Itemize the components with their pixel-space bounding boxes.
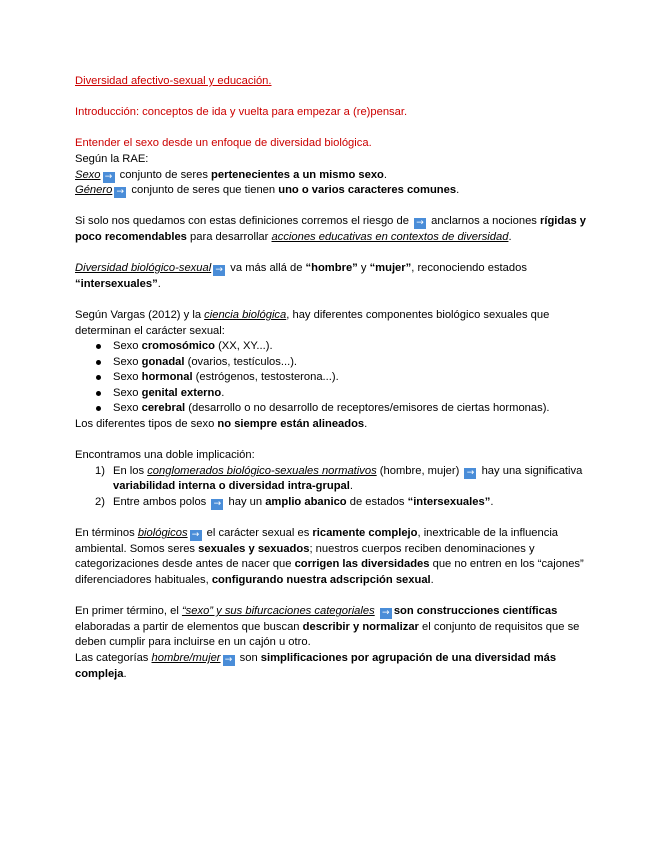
- paragraph-double-implication: Encontramos una doble implicación:: [75, 449, 255, 462]
- sex-components-list: [75, 339, 595, 417]
- definition-genero: Género → conjunto de seres que tienen uno o varios caracteres comunes.: [75, 184, 460, 198]
- paragraph-definitions-risk: Si solo nos quedamos con estas definiciones corremos el riesgo de → anclarnos a nociones rígidas y poco recomendables para desarrollar acciones educativas en contextos de diversidad.: [75, 215, 587, 243]
- paragraph-diversidad-biologico-sexual: Diversidad biológico-sexual → va más allá de “hombre” y “mujer”, reconociendo estados “intersexuales”.: [75, 262, 527, 290]
- arrow-icon: →: [211, 499, 223, 510]
- arrow-icon: →: [380, 608, 392, 619]
- term-ciencia-biologica: ciencia biológica: [204, 308, 287, 321]
- term-biologicos: biológicos: [137, 527, 188, 540]
- link-acciones-educativas: acciones educativas en contextos de diversidad: [271, 230, 509, 243]
- arrow-icon: →: [414, 218, 426, 229]
- definition-text: conjunto de seres: [116, 168, 212, 181]
- list-item: 2) Entre ambos polos → hay un amplio abanico de estados “intersexuales”.: [95, 496, 494, 510]
- term-sexo: Sexo: [75, 168, 101, 181]
- paragraph-vargas: Según Vargas (2012) y la ciencia biológica, hay diferentes componentes biológico sexuales que determinan el carácter sexual:: [75, 308, 550, 337]
- document-title: Diversidad afectivo-sexual y educación.: [75, 75, 272, 87]
- paragraph-construcciones: En primer término, el “sexo” y sus bifurcaciones categoriales → son construcciones científicas elaboradas a partir de elementos que buscan describir y normalizar el conjunto de requisitos que se deben cumplir para incluirse en un cajón u otro.: [75, 605, 580, 649]
- implication-list: [75, 464, 595, 511]
- list-item: Sexo genital externo.: [75, 386, 595, 402]
- term-conglomerados: conglomerados biológico-sexuales normativos: [147, 464, 377, 477]
- definition-sexo: Sexo → conjunto de seres pertenecientes a un mismo sexo.: [75, 168, 387, 182]
- section-heading: Entender el sexo desde un enfoque de diversidad biológica.: [75, 137, 372, 150]
- paragraph-terminos-biologicos: En términos biológicos → el carácter sexual es ricamente complejo, inextricable de la influencia ambiental. Somos seres sexuales y sexuados; nuestros cuerpos reciben denominaciones y categorizaciones desde antes de nacer que corrigen las diversidades que no entren en los “cajones” diferenciadores habituales, configurando nuestra adscripción sexual.: [75, 527, 584, 586]
- list-item: Sexo hormonal (estrógenos, testosterona...).: [75, 370, 595, 386]
- definition-emphasis: pertenecientes a un mismo sexo: [211, 168, 384, 181]
- arrow-icon: →: [464, 468, 476, 479]
- term-genero: Género: [75, 184, 113, 197]
- list-item: Sexo gonadal (ovarios, testículos...).: [75, 355, 595, 371]
- term-diversidad-biologico-sexual: Diversidad biológico-sexual: [75, 262, 212, 275]
- term-hombre-mujer: hombre/mujer: [151, 651, 221, 664]
- term-sexo-bifurcaciones: “sexo” y sus bifurcaciones categoriales: [181, 605, 375, 618]
- paragraph-categorias: Las categorías hombre/mujer → son simplificaciones por agrupación de una diversidad más compleja.: [75, 651, 557, 680]
- arrow-icon: →: [114, 187, 126, 198]
- paragraph-not-aligned: Los diferentes tipos de sexo no siempre están alineados.: [75, 418, 368, 431]
- arrow-icon: →: [213, 265, 225, 276]
- definition-emphasis: uno o varios caracteres comunes: [278, 184, 457, 197]
- list-item: 1) En los conglomerados biológico-sexuales normativos (hombre, mujer) → hay una significativa variabilidad interna o diversidad intra-grupal.: [95, 464, 583, 493]
- arrow-icon: →: [103, 172, 115, 183]
- introduction-heading: Introducción: conceptos de ida y vuelta para empezar a (re)pensar.: [75, 106, 408, 119]
- arrow-icon: →: [223, 655, 235, 666]
- arrow-icon: →: [190, 530, 202, 541]
- list-item: Sexo cromosómico (XX, XY...).: [75, 339, 595, 355]
- rae-label: Según la RAE:: [75, 152, 149, 165]
- list-item: Sexo cerebral (desarrollo o no desarrollo de receptores/emisores de ciertas hormonas).: [75, 401, 595, 417]
- definition-text: conjunto de seres que tienen: [128, 184, 279, 197]
